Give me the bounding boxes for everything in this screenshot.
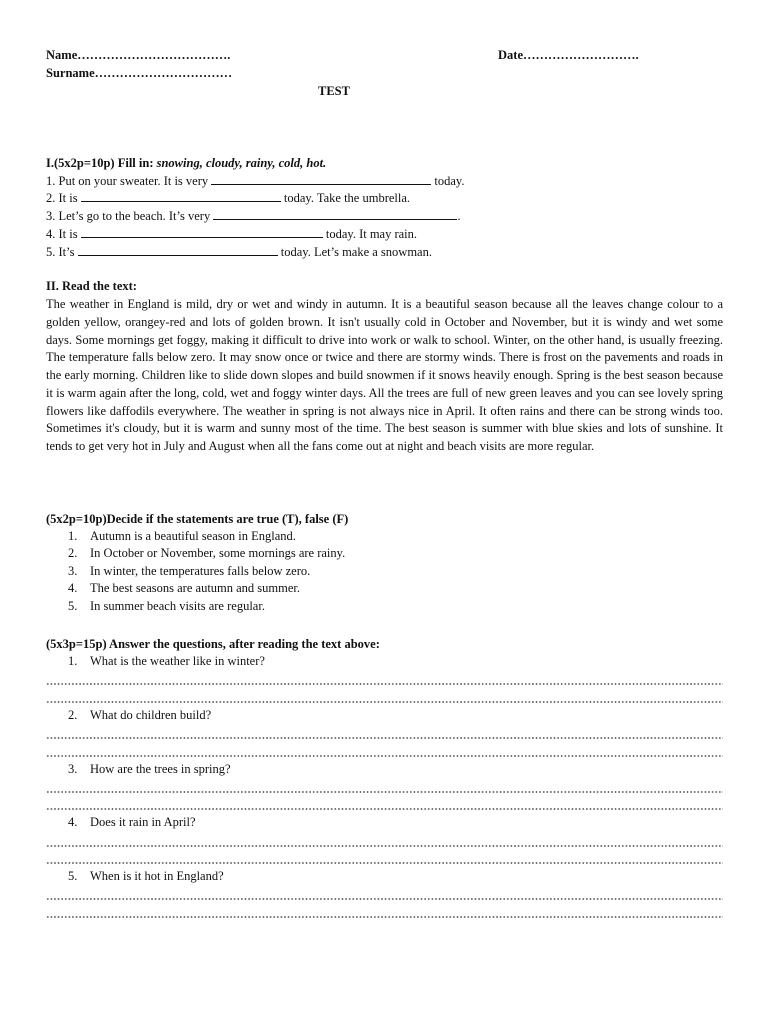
fill-in-post: today. [431,174,465,188]
fill-in-item [46,172,723,190]
statement-text: In October or November, some mornings are rainy. [90,546,346,561]
name-field-label: Name………………………………. [46,48,231,62]
fill-in-post: today. Take the umbrella. [280,191,411,205]
section2-heading: II. Read the text: [46,279,137,293]
statement-number: 3. [68,563,78,578]
answer-line[interactable] [46,808,723,810]
section4-heading: (5x3p=15p) Answer the questions, after reading the text above: [46,637,380,651]
fill-in-post: . [457,209,461,223]
statement-number: 1. [68,529,78,543]
statement-number: 2. [68,546,78,561]
reading-passage: The weather in England is mild, dry or wet and windy in autumn. It is a beautiful season because all the leaves change colour to a golden yellow, orangey-red and lots of golden brown. It isn't usually cold in October and November, but it is windy and wet some days. Some mornings get foggy, making it difficult to drive into work or walk to school. Winter, on the other hand, is usually freezing. The temperature falls below zero. It may snow once or twice and there are stormy winds. There is frost on the pavements and roads in the early morning. Children like to slide down slopes and build snowmen if it snows heavily enough. Spring is the best season because it is warm again after the long, cold, wet and foggy winter days. All the trees are full of new green leaves and you can see lovely spring flowers like daffodils everywhere. The weather in spring is not always nice in April. It often rains and there can be strong winds too. Sometimes it's cloudy, but it is warm and sunny most of the time. The best season is summer with blue skies and lots of sunshine. It tends to get very hot in July and August when all the fans come out at night and beach visits are more regular. [46,297,723,453]
answer-blank[interactable] [81,225,323,238]
question-number: 5. [68,869,78,883]
section1-points: I.(5x2p=10p) Fill in: [46,156,157,170]
question-text: When is it hot in England? [90,869,224,883]
question-number: 4. [68,815,78,829]
answer-blank[interactable] [81,189,281,202]
page-title: TEST [318,84,350,98]
answer-blank[interactable] [213,207,457,220]
question-text: Does it rain in April? [90,815,196,829]
fill-in-item [46,225,723,243]
statement-text: In winter, the temperatures falls below zero. [90,563,311,578]
answer-blank[interactable] [211,172,431,185]
surname-field-label: Surname…………………………… [46,66,233,80]
fill-in-pre: 3. Let’s go to the beach. It’s very [46,209,214,223]
section3-heading: (5x2p=10p)Decide if the statements are true (T), false (F) [46,512,349,526]
question-number: 2. [68,708,78,722]
answer-line[interactable] [46,755,723,757]
section1-heading [46,154,723,172]
answer-line[interactable] [46,791,723,793]
question-text: What do children build? [90,708,212,722]
answer-line[interactable] [46,701,723,703]
answer-line[interactable] [46,898,723,900]
answer-line[interactable] [46,862,723,864]
answer-line[interactable] [46,845,723,847]
answer-blank[interactable] [78,243,278,256]
section1-word-bank: snowing, cloudy, rainy, cold, hot. [156,156,327,170]
answer-line[interactable] [46,683,723,685]
fill-in-pre: 5. It’s [46,245,78,259]
statement-number: 5. [68,598,78,613]
fill-in-post: today. Let’s make a snowman. [277,245,432,259]
statement-text: Autumn is a beautiful season in England. [90,529,296,543]
answer-line[interactable] [46,737,723,739]
fill-in-pre: 2. It is [46,191,81,205]
question-text: What is the weather like in winter? [90,654,265,668]
statement-text: The best seasons are autumn and summer. [90,581,301,596]
statement-text: In summer beach visits are regular. [90,598,265,613]
question-number: 3. [68,762,78,776]
fill-in-item [46,243,723,261]
fill-in-item [46,189,723,207]
fill-in-pre: 4. It is [46,227,81,241]
fill-in-pre: 1. Put on your sweater. It is very [46,174,212,188]
question-text: How are the trees in spring? [90,762,231,776]
date-field-label: Date………………………. [498,48,639,62]
question-number: 1. [68,654,78,668]
statement-number: 4. [68,581,78,596]
answer-line[interactable] [46,916,723,918]
fill-in-item [46,207,723,225]
fill-in-post: today. It may rain. [322,227,418,241]
